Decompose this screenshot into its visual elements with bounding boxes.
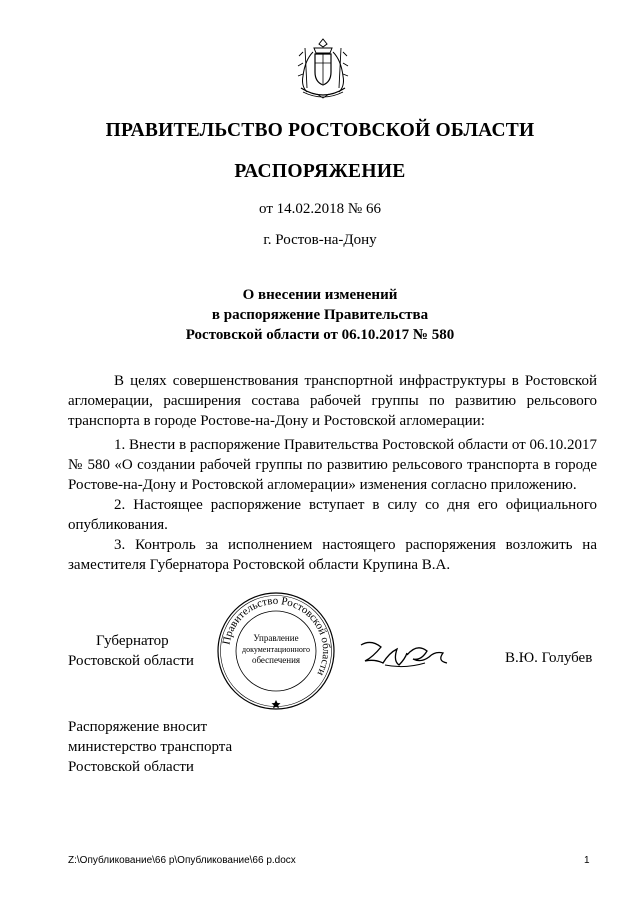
directive-item-3: 3. Контроль за исполнением настоящего распоряжения возложить на заместителя Губернатора Ростовской области Крупина В.А. <box>68 537 597 573</box>
page-number: 1 <box>584 855 590 866</box>
handwritten-signature <box>355 625 455 685</box>
stamp-line: документационного <box>242 645 310 654</box>
document-type: РАСПОРЯЖЕНИЕ <box>234 161 406 182</box>
file-path-footer: Z:\Опубликование\66 р\Опубликование\66 р.docx <box>68 855 296 866</box>
preamble-paragraph <box>68 371 597 431</box>
document-subject <box>0 285 640 345</box>
position-line: Ростовской области <box>68 653 194 669</box>
signatory-position <box>68 631 194 671</box>
government-title: ПРАВИТЕЛЬСТВО РОСТОВСКОЙ ОБЛАСТИ <box>105 120 535 141</box>
directive-item-1: 1. Внести в распоряжение Правительства Ростовской области от 06.10.2017 № 580 «О создании рабочей группы по развитию рельсового транспорта в городе Ростове-на-Дону и Ростовской агломерации» изменения согласно приложению. <box>68 437 597 493</box>
subject-line: Ростовской области от 06.10.2017 № 580 <box>185 327 455 343</box>
coat-of-arms-icon <box>293 36 353 100</box>
issue-city: г. Ростов-на-Дону <box>263 232 377 248</box>
directive-items <box>68 435 597 575</box>
preamble-text: В целях совершенствования транспортной инфраструктуры в Ростовской агломерации, расширения состава рабочей группы по развитию рельсового транспорта в городе Ростове-на-Дону и Ростовской агломерации: <box>68 373 597 429</box>
contributor-line: министерство транспорта <box>68 739 233 755</box>
official-stamp <box>215 590 337 712</box>
subject-line: в распоряжение Правительства <box>211 307 429 323</box>
stamp-line: Управление <box>253 633 299 643</box>
contributor-block <box>68 717 232 777</box>
contributor-line: Ростовской области <box>68 759 194 775</box>
stamp-line: обеспечения <box>251 655 301 665</box>
document-date-number: от 14.02.2018 № 66 <box>259 201 381 217</box>
signatory-name: В.Ю. Голубев <box>505 650 593 666</box>
subject-line: О внесении изменений <box>242 287 398 303</box>
stamp-ring-text: Правительство Ростовской области <box>220 594 333 678</box>
contributor-line: Распоряжение вносит <box>68 719 208 735</box>
position-line: Губернатор <box>96 633 169 649</box>
directive-item-2: 2. Настоящее распоряжение вступает в силу со дня его официального опубликования. <box>68 497 597 533</box>
